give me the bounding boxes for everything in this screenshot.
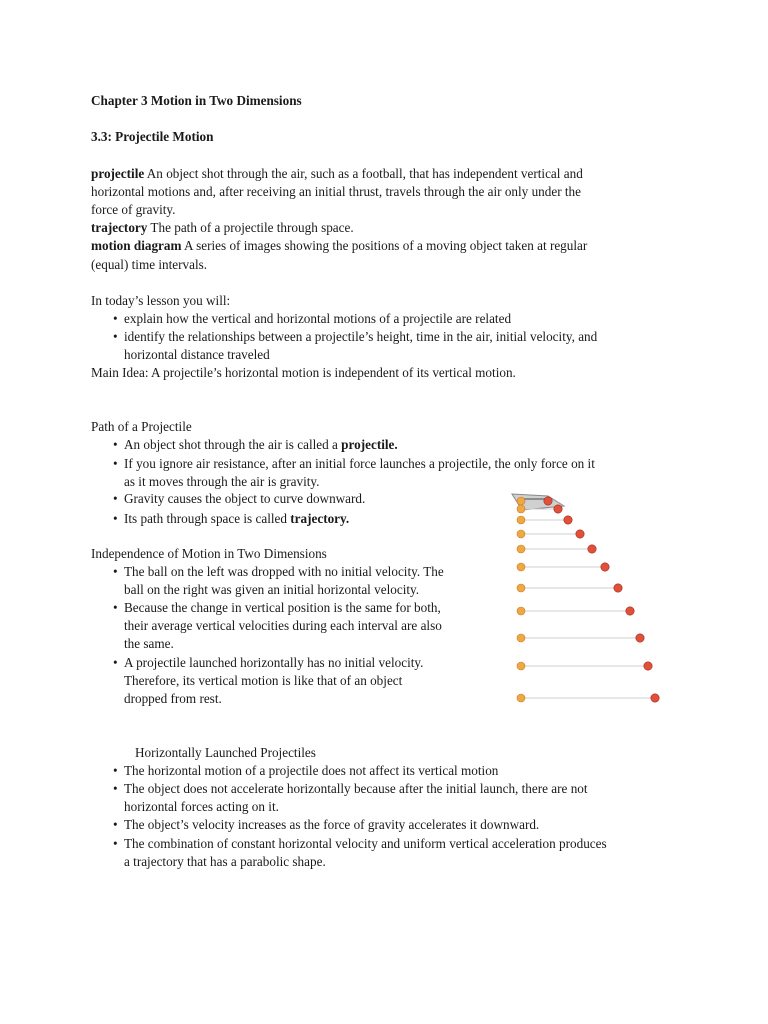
projectile-ball [651, 694, 659, 702]
motion-diagram-figure [508, 488, 678, 708]
independence-heading: Independence of Motion in Two Dimensions [91, 546, 327, 561]
horizontal-bullet-3: The object’s velocity increases as the force of gravity accelerates it downward. [124, 817, 540, 832]
path-bullet-2-line-1: If you ignore air resistance, after an initial force launches a projectile, the only force on it [124, 456, 595, 471]
horizontal-guide-lines [521, 501, 655, 698]
dropped-ball [517, 516, 525, 524]
bullet: • [113, 655, 118, 670]
projectile-ball [614, 584, 622, 592]
horizontal-bullet-2-line-1: The object does not accelerate horizontally because after the initial launch, there are not [124, 781, 588, 796]
dropped-ball [517, 662, 525, 670]
independence-bullet-2-line-1: Because the change in vertical position is the same for both, [124, 600, 441, 615]
dropped-ball [517, 505, 525, 513]
independence-bullet-2-line-2: their average vertical velocities during each interval are also [124, 618, 442, 633]
definition-trajectory-text: The path of a projectile through space. [147, 220, 354, 235]
path-bullet-1 [124, 436, 398, 454]
horizontal-bullet-4-line-2: a trajectory that has a parabolic shape. [124, 854, 326, 869]
lesson-item-2: identify the relationships between a projectile’s height, time in the air, initial velocity, and [124, 329, 598, 344]
dropped-ball [517, 497, 525, 505]
ball-positions [517, 497, 659, 702]
projectile-ball [636, 634, 644, 642]
definition-projectile-text-1: An object shot through the air, such as a football, that has independent vertical and [144, 166, 583, 181]
dropped-ball [517, 694, 525, 702]
term-motion-diagram: motion diagram [91, 238, 182, 253]
dropped-ball [517, 530, 525, 538]
path-bullet-4 [124, 510, 349, 528]
lesson-item-2-cont: horizontal distance traveled [124, 347, 270, 362]
dropped-ball [517, 634, 525, 642]
main-idea: Main Idea: A projectile’s horizontal motion is independent of its vertical motion. [91, 365, 516, 380]
bullet: • [113, 564, 118, 579]
bullet: • [113, 491, 118, 506]
bullet: • [113, 511, 118, 526]
projectile-ball [544, 497, 552, 505]
bullet: • [113, 763, 118, 778]
bullet: • [113, 437, 118, 452]
definition-projectile-text-3: force of gravity. [91, 202, 176, 217]
bullet: • [113, 817, 118, 832]
definition-motion-diagram [91, 237, 587, 255]
term-trajectory: trajectory [91, 220, 148, 235]
path-bullet-4-term: trajectory. [290, 511, 350, 526]
bullet: • [113, 456, 118, 471]
definition-projectile-text-2: horizontal motions and, after receiving an initial thrust, travels through the air only under the [91, 184, 581, 199]
dropped-ball [517, 607, 525, 615]
term-projectile: projectile [91, 166, 145, 181]
bullet: • [113, 836, 118, 851]
projectile-ball [576, 530, 584, 538]
projectile-ball [564, 516, 572, 524]
independence-bullet-2-line-3: the same. [124, 636, 174, 651]
horizontal-bullet-4-line-1: The combination of constant horizontal velocity and uniform vertical acceleration produces [124, 836, 607, 851]
horizontal-bullet-1: The horizontal motion of a projectile does not affect its vertical motion [124, 763, 499, 778]
projectile-ball [626, 607, 634, 615]
independence-bullet-3-line-1: A projectile launched horizontally has no initial velocity. [124, 655, 424, 670]
horizontal-bullet-2-line-2: horizontal forces acting on it. [124, 799, 279, 814]
path-bullet-4-text: Its path through space is called [124, 511, 291, 526]
projectile-ball [554, 505, 562, 513]
chapter-title: Chapter 3 Motion in Two Dimensions [91, 93, 302, 108]
path-bullet-2-line-2: as it moves through the air is gravity. [124, 474, 320, 489]
bullet: • [113, 600, 118, 615]
bullet: • [113, 781, 118, 796]
horizontal-heading: Horizontally Launched Projectiles [135, 745, 316, 760]
independence-bullet-1-line-1: The ball on the left was dropped with no initial velocity. The [124, 564, 444, 579]
path-heading: Path of a Projectile [91, 419, 192, 434]
path-bullet-3: Gravity causes the object to curve downward. [124, 491, 366, 506]
path-bullet-1-text: An object shot through the air is called a [124, 437, 342, 452]
definition-projectile [91, 165, 583, 183]
section-title: 3.3: Projectile Motion [91, 129, 214, 144]
definition-motion-diagram-text-1: A series of images showing the positions of a moving object taken at regular [181, 238, 588, 253]
bullet: • [113, 311, 118, 326]
dropped-ball [517, 545, 525, 553]
lesson-intro: In today’s lesson you will: [91, 293, 231, 308]
definition-trajectory [91, 219, 354, 237]
independence-bullet-1-line-2: ball on the right was given an initial horizontal velocity. [124, 582, 420, 597]
independence-bullet-3-line-3: dropped from rest. [124, 691, 222, 706]
projectile-ball [644, 662, 652, 670]
definition-motion-diagram-text-2: (equal) time intervals. [91, 257, 208, 272]
path-bullet-1-term: projectile. [341, 437, 398, 452]
dropped-ball [517, 563, 525, 571]
independence-bullet-3-line-2: Therefore, its vertical motion is like that of an object [124, 673, 403, 688]
bullet: • [113, 329, 118, 344]
lesson-item-1: explain how the vertical and horizontal motions of a projectile are related [124, 311, 512, 326]
dropped-ball [517, 584, 525, 592]
projectile-ball [588, 545, 596, 553]
projectile-ball [601, 563, 609, 571]
